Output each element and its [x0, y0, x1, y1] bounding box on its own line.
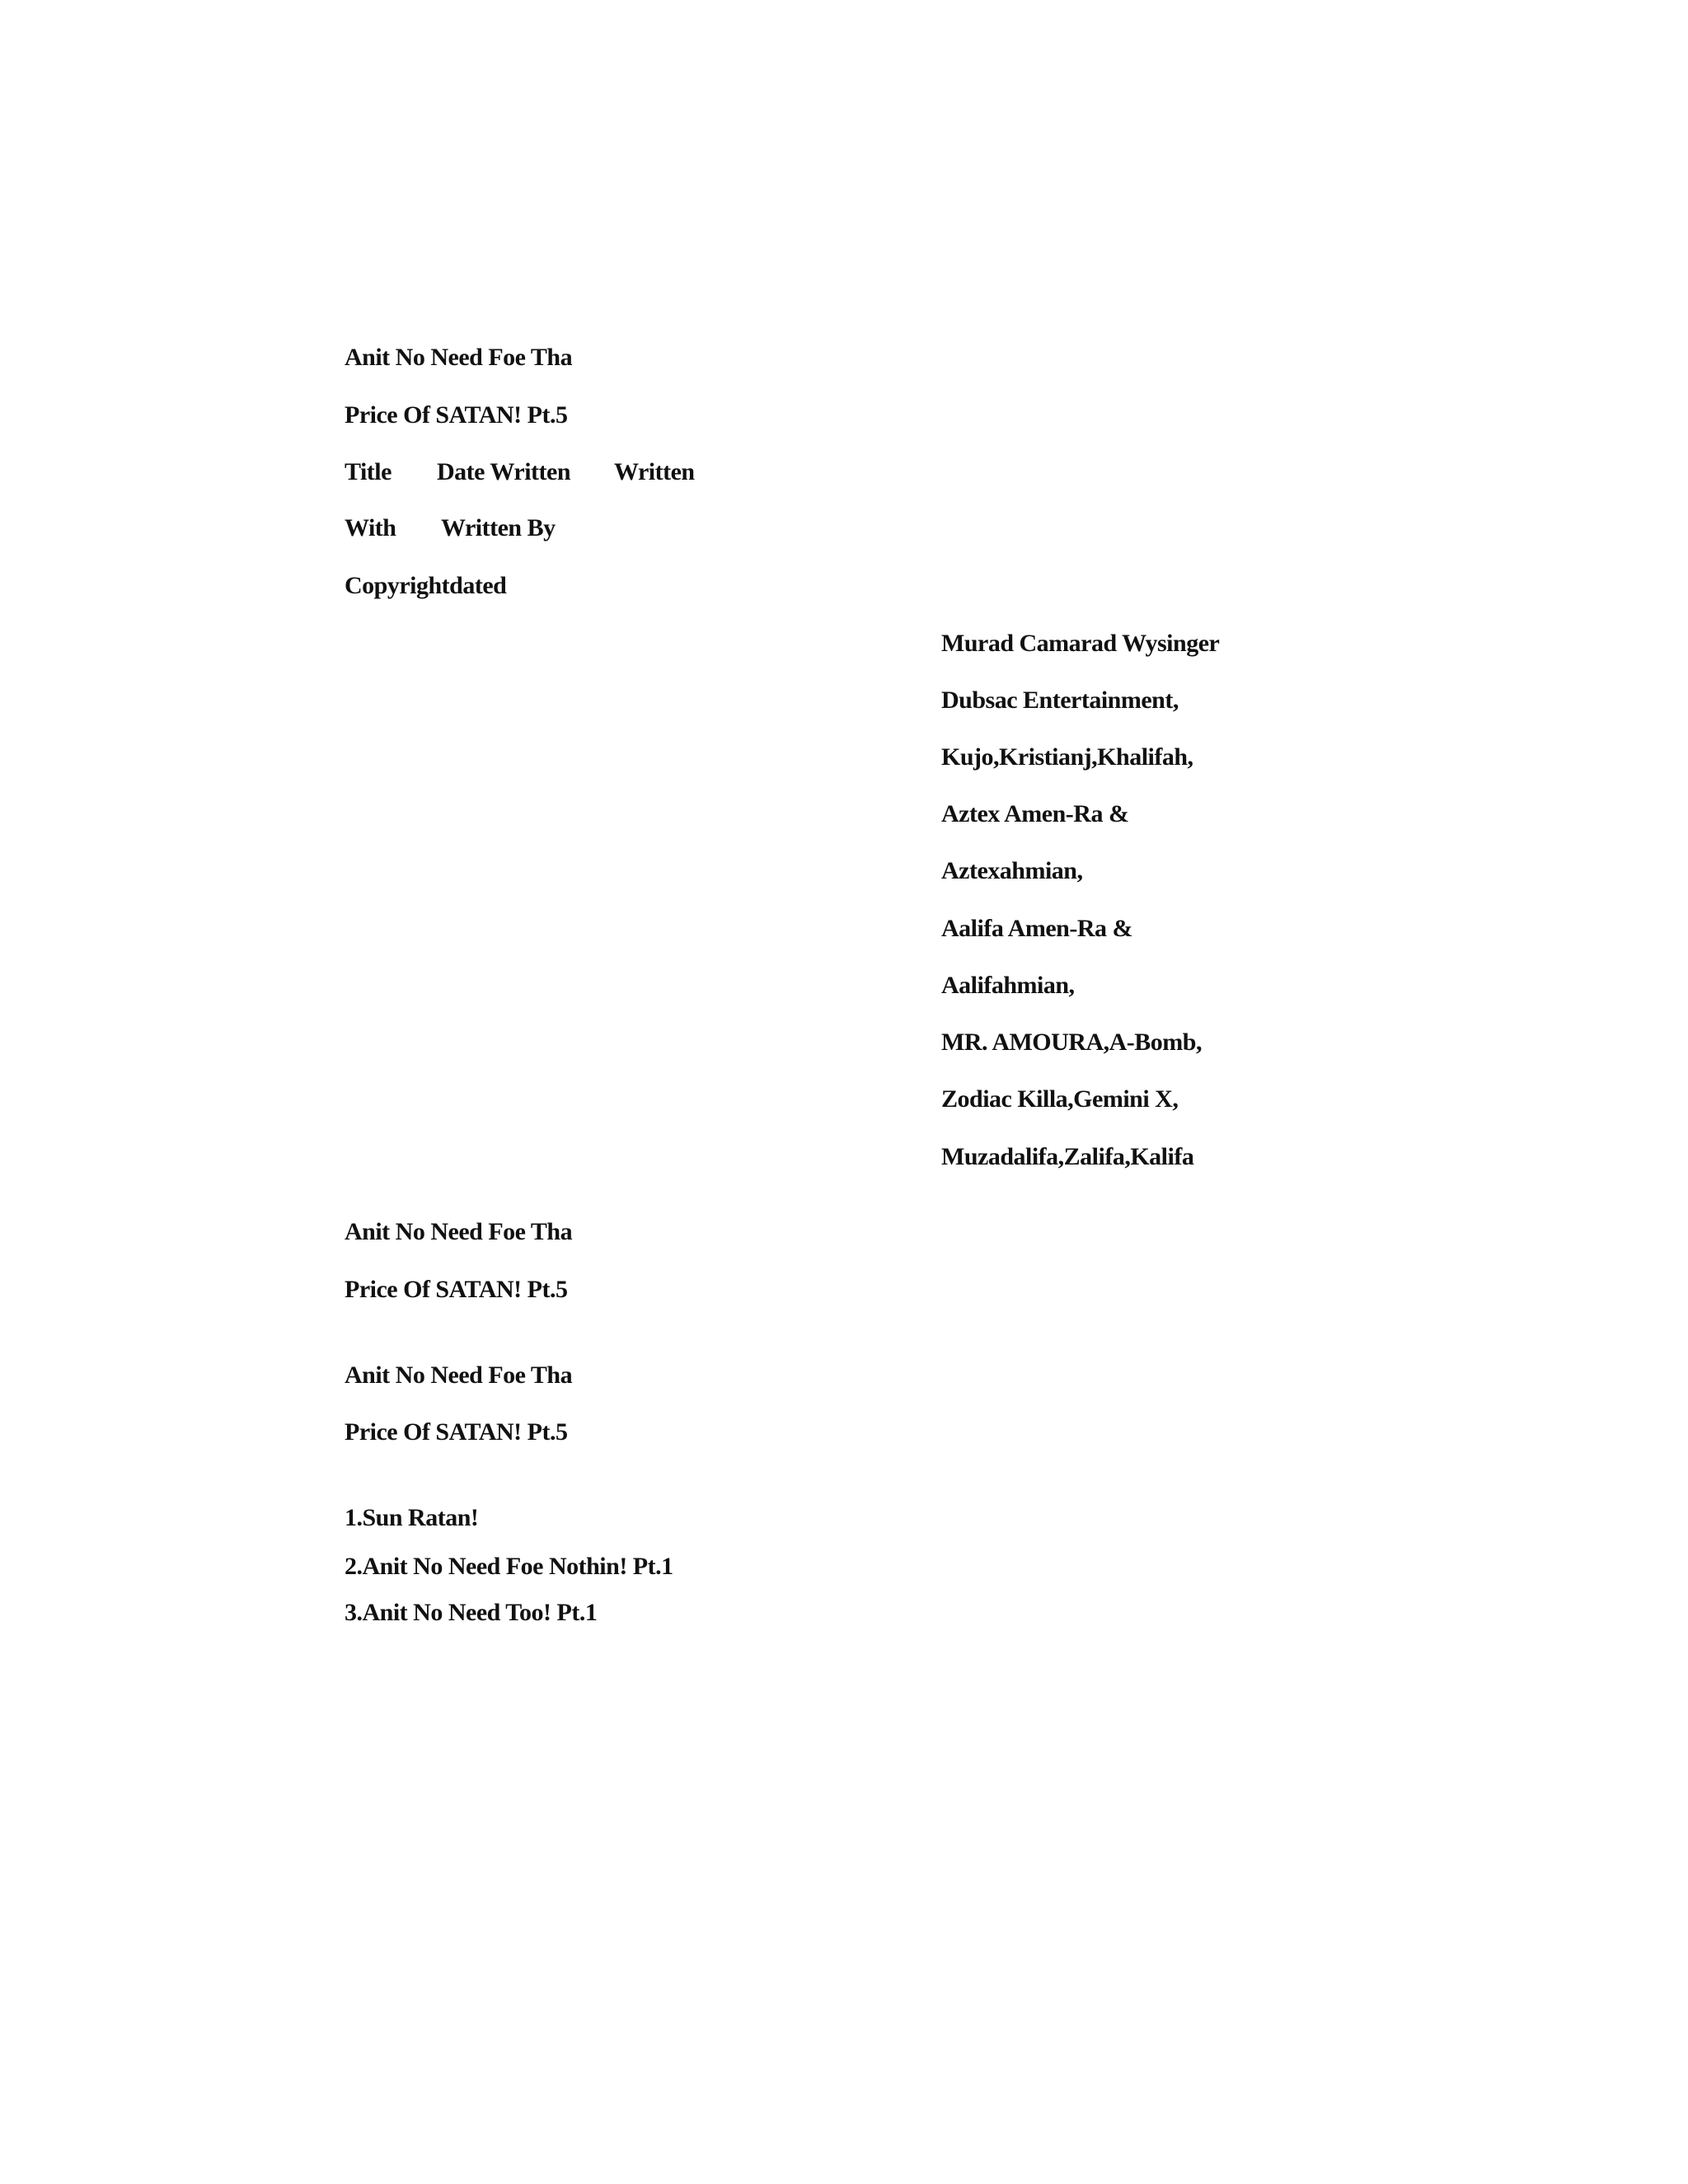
credit-line: Aztex Amen-Ra & — [941, 800, 1129, 827]
credit-line: Muzadalifa,Zalifa,Kalifa — [941, 1143, 1194, 1170]
title-line-1: Anit No Need Foe Tha — [345, 1361, 573, 1389]
credit-line: MR. AMOURA,A-Bomb, — [941, 1029, 1202, 1056]
track-item: 1.Sun Ratan! — [345, 1504, 479, 1531]
title-line-1: Anit No Need Foe Tha — [345, 1218, 573, 1245]
credit-line: Kujo,Kristianj,Khalifah, — [941, 743, 1193, 771]
column-label-written: Written — [614, 458, 695, 485]
column-label-title: Title — [345, 458, 392, 485]
credit-line: Aztexahmian, — [941, 857, 1083, 884]
title-line-1: Anit No Need Foe Tha — [345, 344, 573, 371]
column-label-date-written: Date Written — [437, 458, 571, 485]
title-line-2: Price Of SATAN! Pt.5 — [345, 1418, 568, 1446]
credit-line: Aalifahmian, — [941, 972, 1075, 999]
track-item: 3.Anit No Need Too! Pt.1 — [345, 1599, 598, 1626]
credit-line: Murad Camarad Wysinger — [941, 630, 1220, 657]
credit-line: Zodiac Killa,Gemini X, — [941, 1085, 1179, 1113]
title-line-2: Price Of SATAN! Pt.5 — [345, 1276, 568, 1303]
track-item: 2.Anit No Need Foe Nothin! Pt.1 — [345, 1553, 673, 1580]
credit-line: Aalifa Amen-Ra & — [941, 915, 1132, 942]
title-line-2: Price Of SATAN! Pt.5 — [345, 401, 568, 429]
column-label-with: With — [345, 514, 396, 541]
column-label-copyrightdated: Copyrightdated — [345, 572, 507, 599]
credit-line: Dubsac Entertainment, — [941, 687, 1179, 714]
column-label-written-by: Written By — [441, 514, 556, 541]
